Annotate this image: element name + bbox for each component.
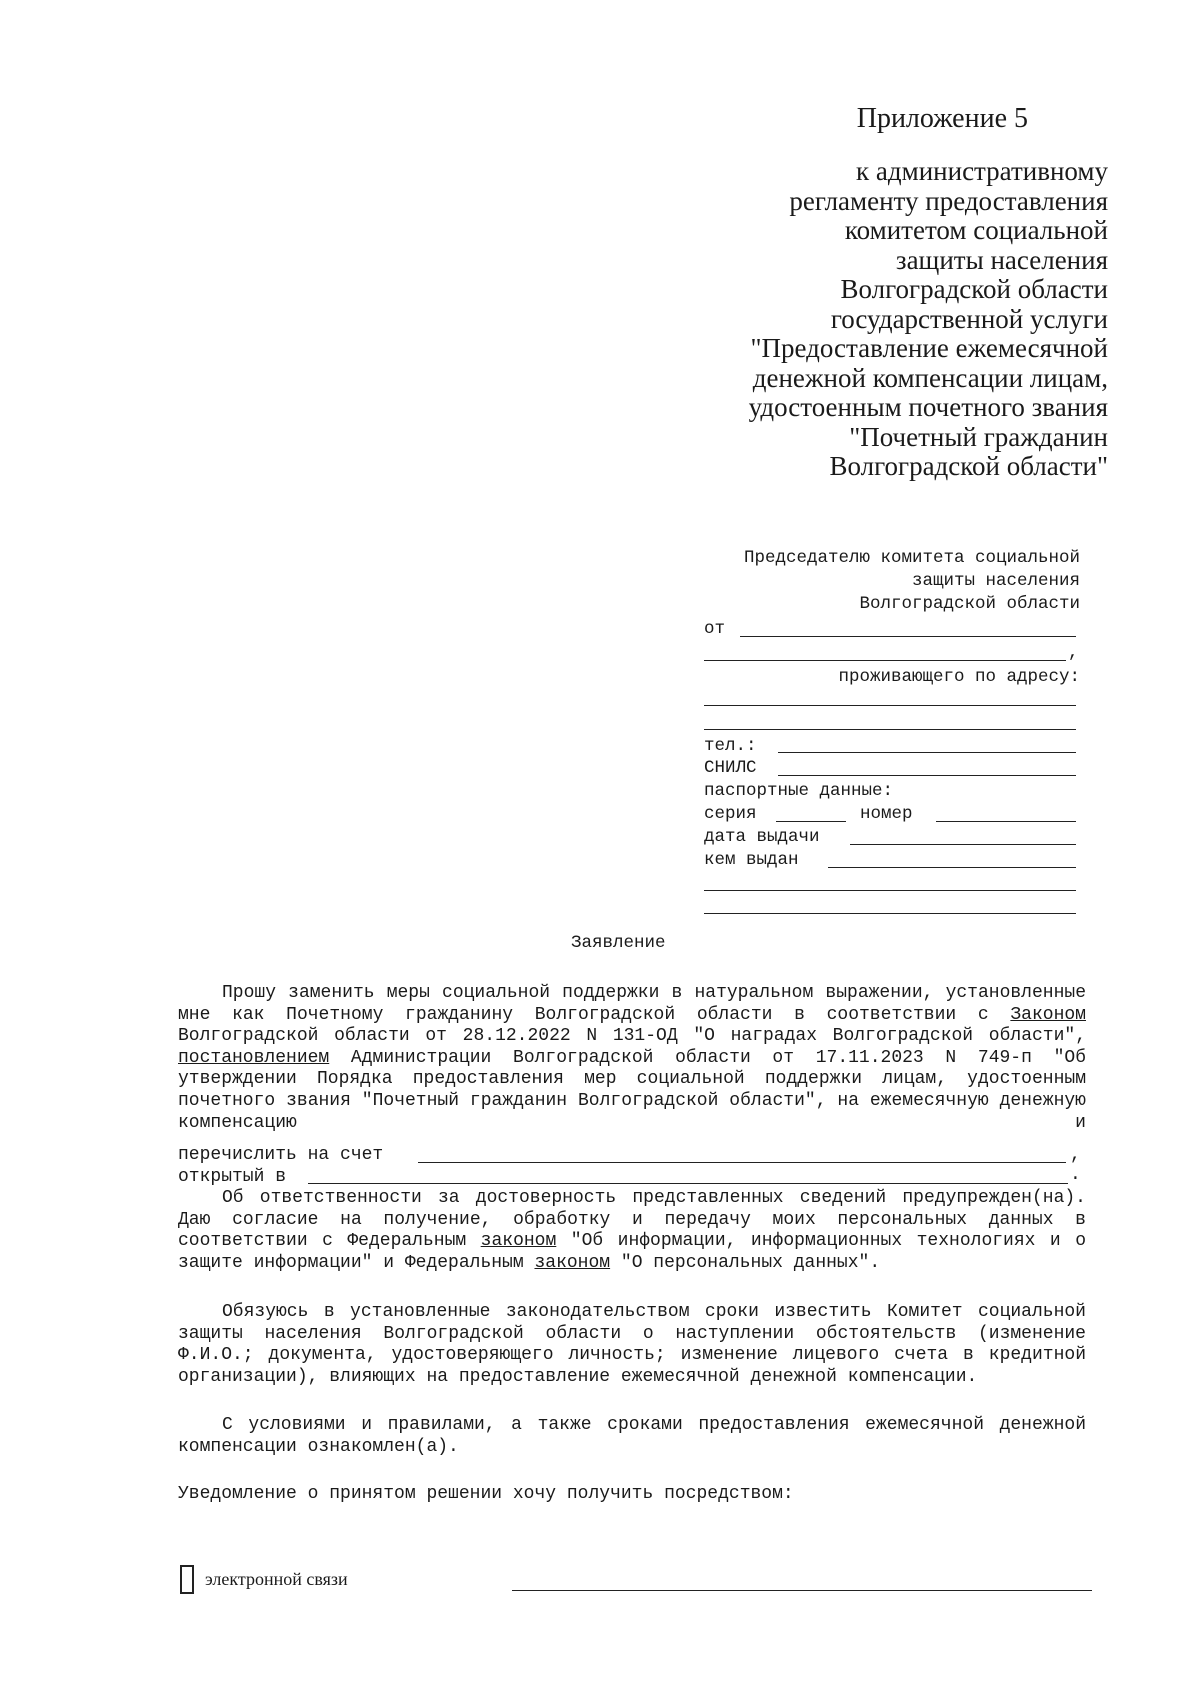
residing-label: проживающего по адресу: — [838, 667, 1080, 687]
obligation-paragraph: Обязуюсь в установленные законодательством сроки известить Комитет социальной защиты населения Волгоградской области о наступлении обстоятельств (изменение Ф.И.О.; документа, удостоверяющего личность; изменение лицевого счета в кредитной организации), влияющих на предоставление ежемесячной денежной компенсации. — [178, 1302, 1086, 1387]
law-link[interactable]: Законом — [1010, 1004, 1086, 1025]
from-label: от — [704, 619, 726, 639]
appendix-line: комитетом социальной — [844, 215, 1108, 245]
electronic-option-label: электронной связи — [205, 1569, 348, 1589]
appendix-title: Приложение 5 — [856, 103, 1028, 134]
address-field[interactable] — [704, 705, 1076, 706]
consent-paragraph: Об ответственности за достоверность представленных сведений предупрежден(на). Даю согласие на получение, обработку и передачу моих персональных данных в соответствии с Федеральным законом "Об информации, информационных технологиях и о защите информации" и Федеральным законом "О персональных данных". — [178, 1188, 1087, 1273]
appendix-line: к административному — [856, 156, 1108, 186]
number-field[interactable] — [936, 821, 1076, 822]
account-label: перечислить на счет — [178, 1145, 384, 1165]
acknowledgement-paragraph: С условиями и правилами, а также сроками предоставления ежемесячной денежной компенсации ознакомлен(а). — [178, 1415, 1086, 1457]
bank-field[interactable] — [308, 1183, 1068, 1184]
phone-field[interactable] — [778, 752, 1076, 753]
appendix-line: удостоенным почетного звания — [748, 392, 1108, 422]
electronic-contact-field[interactable] — [512, 1590, 1092, 1591]
electronic-checkbox[interactable] — [180, 1565, 194, 1594]
appendix-line: "Почетный гражданин — [849, 421, 1108, 452]
issued-by-label: кем выдан — [704, 850, 799, 870]
appendix-line: регламенту предоставления — [789, 185, 1108, 216]
appendix-line: Волгоградской области — [840, 274, 1108, 304]
statement-title: Заявление — [571, 933, 666, 953]
federal-law-link[interactable]: законом — [480, 1231, 557, 1252]
issued-by-field[interactable] — [828, 867, 1076, 868]
issue-date-field[interactable] — [850, 844, 1076, 845]
passport-label: паспортные данные: — [704, 781, 894, 801]
series-field[interactable] — [776, 821, 846, 822]
resolution-link[interactable]: постановлением — [178, 1047, 330, 1068]
issue-date-label: дата выдачи — [704, 827, 820, 847]
appendix-line: государственной услуги — [830, 303, 1108, 334]
request-paragraph: Прошу заменить меры социальной поддержки в натуральном выражении, установленные мне как Почетному гражданину Волгоградской области в соответствии с Законом Волгоградской области от 28.12.2022 N 131-ОД "О наградах Волгоградской области", постановлением Администрации Волгоградской области от 17.11.2023 N 749-п "Об утверждении Порядка предоставления мер социальной поддержки лицам, удостоенным почетного звания "Почетный гражданин Волгоградской области", на ежемесячную денежную компенсацию и — [178, 983, 1086, 1133]
appendix-line: Волгоградской области" — [829, 451, 1108, 481]
appendix-line: денежной компенсации лицам, — [752, 362, 1108, 393]
from-name-field-2[interactable] — [704, 660, 1066, 661]
series-label: серия — [704, 804, 757, 824]
comma: , — [1068, 643, 1079, 663]
number-label: номер — [860, 804, 913, 824]
opened-label: открытый в — [178, 1167, 287, 1187]
issued-by-field-3[interactable] — [704, 913, 1076, 914]
from-name-field[interactable] — [740, 636, 1076, 637]
snils-field[interactable] — [778, 775, 1076, 776]
appendix-line: "Предоставление ежемесячной — [750, 333, 1108, 363]
federal-law-link[interactable]: законом — [534, 1252, 611, 1273]
account-comma: , — [1070, 1145, 1081, 1165]
appendix-line: защиты населения — [895, 244, 1108, 275]
addressee-line: Председателю комитета социальной — [743, 548, 1080, 568]
account-field[interactable] — [418, 1162, 1066, 1163]
address-field-2[interactable] — [704, 729, 1076, 730]
appendix-subtitle — [640, 157, 1108, 482]
phone-label: тел.: — [704, 736, 757, 756]
addressee-line: защиты населения — [911, 571, 1080, 591]
snils-label: СНИЛС — [704, 758, 757, 778]
notice-text: Уведомление о принятом решении хочу получить посредством: — [178, 1484, 794, 1504]
opened-period: . — [1070, 1165, 1081, 1185]
issued-by-field-2[interactable] — [704, 890, 1076, 891]
addressee-line: Волгоградской области — [859, 594, 1080, 614]
